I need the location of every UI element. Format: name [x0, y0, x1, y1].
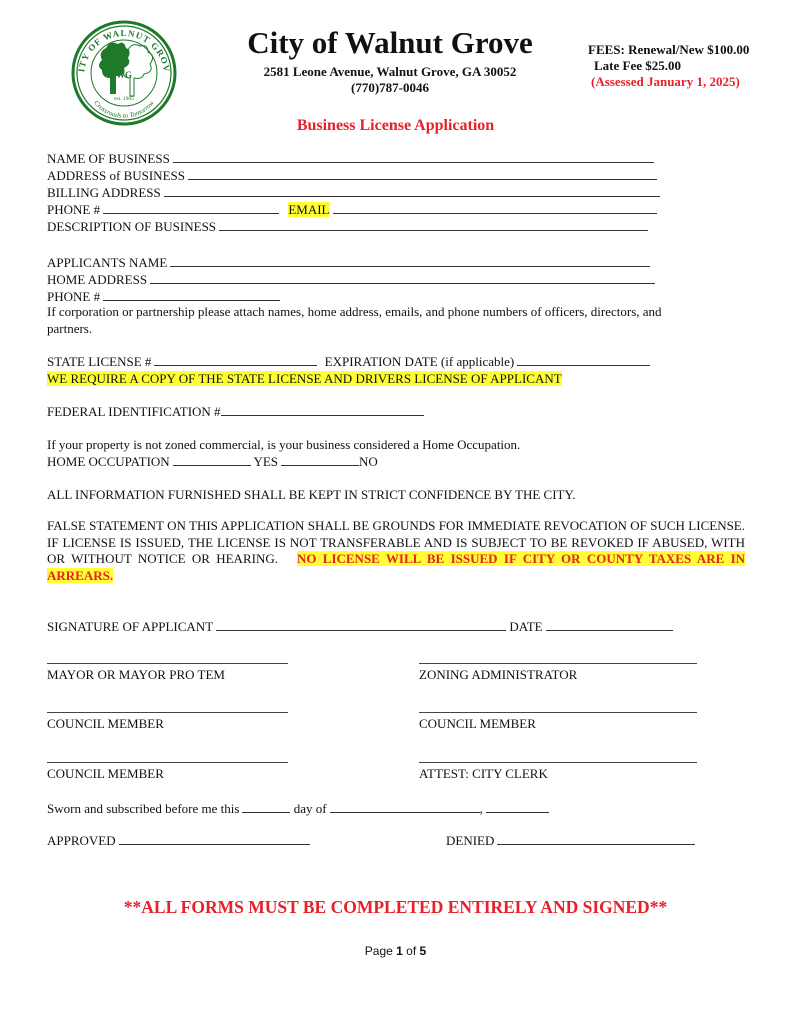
confidentiality-statement: ALL INFORMATION FURNISHED SHALL BE KEPT IN STRICT CONFIDENCE BY THE CITY.: [47, 487, 576, 502]
label: ADDRESS of BUSINESS: [47, 168, 185, 183]
fees-late: Late Fee $25.00: [594, 58, 682, 73]
home-address-input[interactable]: [150, 271, 655, 284]
zoning-signature-line[interactable]: [419, 663, 697, 664]
expiration-label: EXPIRATION DATE (if applicable): [324, 354, 515, 369]
applicant-signature-input[interactable]: [216, 618, 506, 631]
field-denied: [446, 832, 695, 849]
city-name-heading: City of Walnut Grove: [247, 25, 533, 60]
completion-warning: **ALL FORMS MUST BE COMPLETED ENTIRELY AND SIGNED**: [123, 897, 668, 917]
label: HOME ADDRESS: [47, 272, 148, 287]
home-occupation-no-input[interactable]: [281, 453, 359, 466]
date-label: DATE: [509, 619, 543, 634]
mayor-signature-line[interactable]: [47, 663, 288, 664]
field-applicant-name: [47, 254, 650, 271]
home-occupation-yes-input[interactable]: [173, 453, 251, 466]
field-business-name: [47, 150, 654, 167]
comma: ,: [479, 801, 483, 816]
council3-signature-line[interactable]: [47, 762, 288, 763]
label: DESCRIPTION OF BUSINESS: [47, 219, 217, 234]
field-sworn-statement: [47, 800, 549, 817]
business-name-input[interactable]: [173, 150, 654, 163]
signature-date-input[interactable]: [546, 618, 673, 631]
seal-icon: [66, 20, 182, 126]
home-occupation-question: If your property is not zoned commercial, is your business considered a Home Occupation.: [47, 437, 521, 452]
billing-address-input[interactable]: [164, 184, 660, 197]
field-business-address: [47, 167, 657, 184]
page-of: of: [406, 944, 417, 958]
field-applicant-signature: [47, 618, 673, 635]
denied-label: DENIED: [446, 833, 495, 848]
page-word: Page: [364, 944, 393, 958]
applicant-name-input[interactable]: [170, 254, 650, 267]
council3-label: COUNCIL MEMBER: [47, 766, 164, 781]
approved-input[interactable]: [119, 832, 310, 845]
field-business-description: [47, 218, 648, 235]
expiration-date-input[interactable]: [517, 353, 650, 366]
applicant-phone-input[interactable]: [103, 288, 280, 301]
field-state-license: [47, 353, 650, 370]
label: HOME OCCUPATION: [47, 454, 170, 469]
yes-label: YES: [253, 454, 279, 469]
city-seal-logo: [66, 20, 182, 126]
false-statement-paragraph: [47, 518, 745, 584]
label: PHONE #: [47, 202, 101, 217]
no-label: NO: [359, 454, 378, 469]
page-indicator: [0, 944, 791, 958]
federal-id-input[interactable]: [221, 403, 424, 416]
council1-signature-line[interactable]: [47, 712, 288, 713]
business-email-input[interactable]: [333, 201, 657, 214]
label: SIGNATURE OF APPLICANT: [47, 619, 214, 634]
clerk-signature-line[interactable]: [419, 762, 697, 763]
mayor-label: MAYOR OR MAYOR PRO TEM: [47, 667, 225, 682]
approved-label: APPROVED: [47, 833, 116, 848]
field-approved: [47, 832, 310, 849]
city-address: 2581 Leone Avenue, Walnut Grove, GA 30052: [263, 64, 517, 79]
field-home-occupation: [47, 453, 378, 470]
sworn-month-input[interactable]: [330, 800, 480, 813]
svg-text:WG: WG: [115, 70, 133, 80]
city-phone: (770)787-0046: [351, 80, 429, 95]
field-home-address: [47, 271, 655, 288]
zoning-label: ZONING ADMINISTRATOR: [419, 667, 578, 682]
council2-signature-line[interactable]: [419, 712, 697, 713]
field-applicant-phone: [47, 288, 280, 305]
denied-input[interactable]: [497, 832, 695, 845]
corporation-note: If corporation or partnership please attach names, home address, emails, and phone numbers of officers, directors, and partners.: [47, 304, 662, 336]
fees-assessed-date: (Assessed January 1, 2025): [591, 74, 740, 89]
business-address-input[interactable]: [188, 167, 657, 180]
clerk-label: ATTEST: CITY CLERK: [419, 766, 548, 781]
svg-text:CITY OF WALNUT GROVE: ITY OF WALNUT GROV: [76, 27, 172, 74]
field-billing-address: [47, 184, 660, 201]
field-federal-id: [47, 403, 424, 420]
label: BILLING ADDRESS: [47, 185, 161, 200]
fees-renewal: FEES: Renewal/New $100.00: [588, 42, 750, 57]
label: FEDERAL IDENTIFICATION #: [47, 404, 221, 419]
copy-required-notice: [47, 370, 562, 387]
council2-label: COUNCIL MEMBER: [419, 716, 536, 731]
arrears-warning: NO LICENSE WILL BE ISSUED IF CITY OR COUNTY TAXES ARE IN ARREARS.: [47, 551, 746, 583]
council1-label: COUNCIL MEMBER: [47, 716, 164, 731]
page-current: 1: [396, 944, 403, 958]
copy-required-text: WE REQUIRE A COPY OF THE STATE LICENSE AND DRIVERS LICENSE OF APPLICANT: [47, 371, 562, 386]
label: APPLICANTS NAME: [47, 255, 168, 270]
sworn-prefix: Sworn and subscribed before me this: [47, 801, 240, 816]
label: STATE LICENSE #: [47, 354, 152, 369]
svg-text:est. 1905: est. 1905: [114, 96, 134, 102]
svg-text:Crossroads to Tomorrow: Crossroads to Tomorrow: [92, 99, 156, 120]
label: PHONE #: [47, 289, 101, 304]
fees-box: [588, 42, 749, 90]
state-license-input[interactable]: [154, 353, 317, 366]
sworn-year-input[interactable]: [486, 800, 549, 813]
day-of-label: day of: [293, 801, 327, 816]
city-contact: [200, 64, 580, 96]
page-total: 5: [419, 944, 427, 958]
false-statement-text: FALSE STATEMENT ON THIS APPLICATION SHALL BE GROUNDS FOR IMMEDIATE REVOCATION OF SUCH LICENSE. IF LICENSE IS ISSUED, THE LICENSE IS NOT TRANSFERABLE AND IS SUBJECT TO BE REVOKED IF ABUSED, WITH OR WITHOUT NOTICE OR HEARING.: [47, 518, 745, 566]
sworn-day-input[interactable]: [242, 800, 290, 813]
form-title: Business License Application: [296, 117, 495, 134]
field-business-phone-email: [47, 201, 657, 218]
email-label: EMAIL: [288, 202, 330, 217]
business-description-input[interactable]: [219, 218, 648, 231]
business-phone-input[interactable]: [103, 201, 279, 214]
label: NAME OF BUSINESS: [47, 151, 170, 166]
